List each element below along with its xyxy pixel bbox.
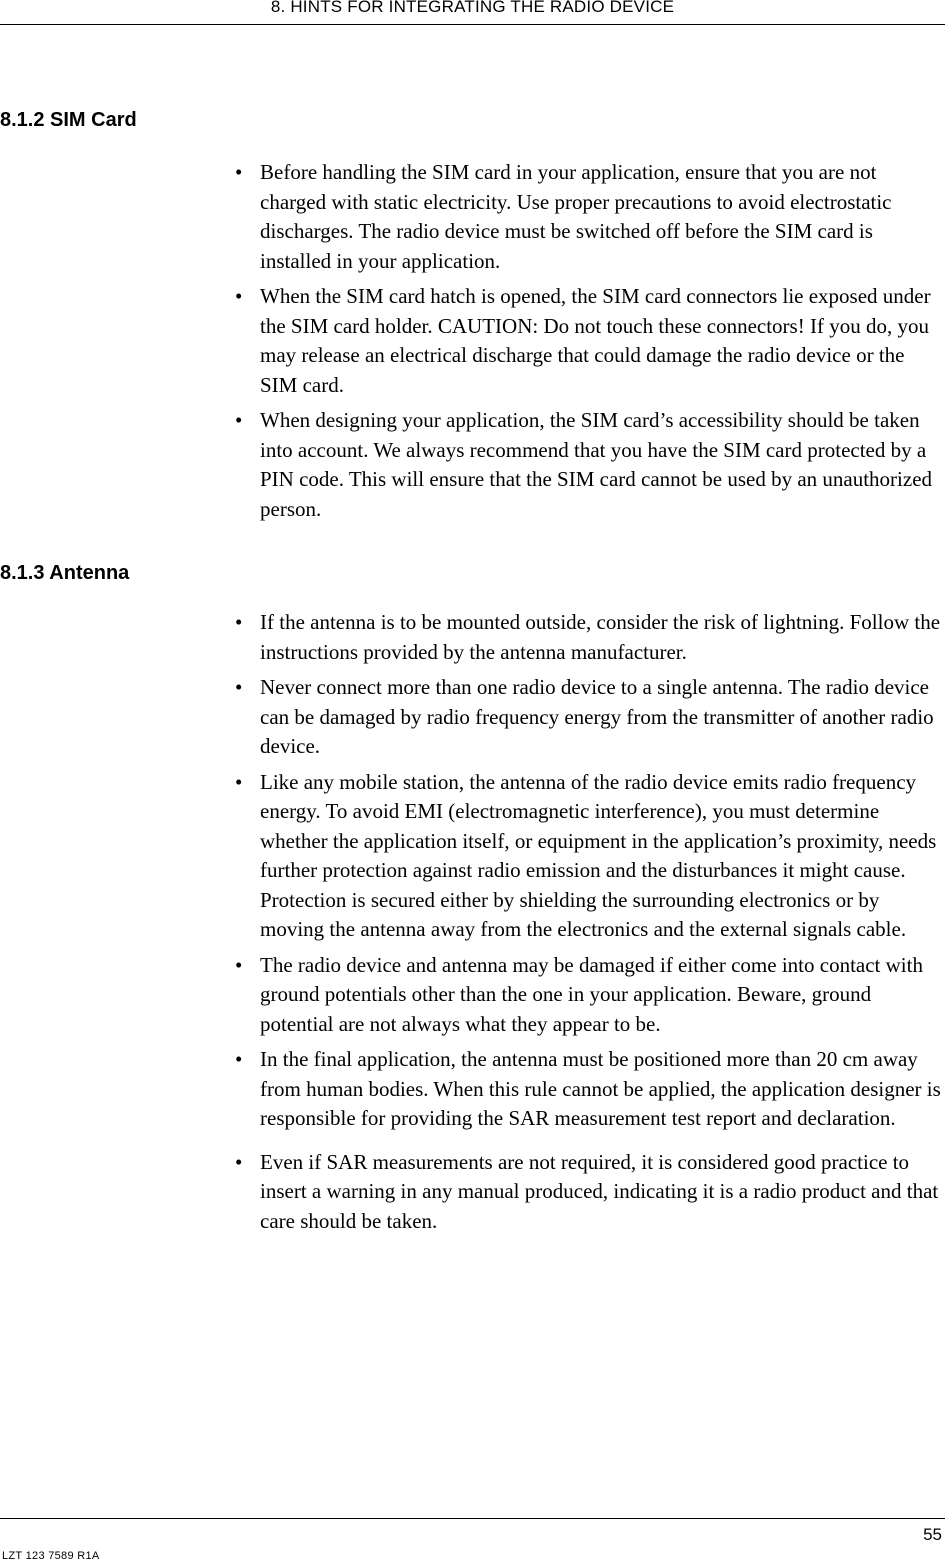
bullet-icon: •: [235, 1149, 243, 1174]
bullet-text: When the SIM card hatch is opened, the SIM card connectors lie exposed under the SIM card holder. CAUTION: Do not touch these connectors! If you do, you may release an electrical discharge that could damage the radio device or the SIM card.: [260, 284, 931, 397]
bullet-text: Like any mobile station, the antenna of the radio device emits radio frequency energy. To avoid EMI (electromagnetic interference), you must determine whether the application itself, or equipment in the application’s proximity, needs further protection against radio emission and the disturbances it might cause. Protection is secured either by shielding the surrounding electronics or by moving the antenna away from the electronics and the external signals cable.: [260, 769, 937, 941]
list-item: [230, 1148, 942, 1237]
bullet-icon: •: [235, 769, 243, 794]
bullet-icon: •: [235, 1047, 243, 1071]
list-item: [230, 951, 942, 1040]
page-number: 55: [923, 1525, 942, 1544]
section-heading-antenna: 8.1.3 Antenna: [0, 562, 130, 584]
bullet-text: When designing your application, the SIM card’s accessibility should be taken into account. We always recommend that you have the SIM card protected by a PIN code. This will ensure that the SIM card cannot be used by an unauthorized person.: [260, 408, 933, 521]
bullet-icon: •: [235, 284, 243, 308]
bullet-text: Never connect more than one radio device to a single antenna. The radio device can be damaged by radio frequency energy from the transmitter of another radio device.: [260, 675, 934, 758]
bullet-text: The radio device and antenna may be damaged if either come into contact with ground potentials other than the one in your application. Beware, ground potential are not always what they appear to be.: [260, 952, 923, 1036]
list-item: [230, 673, 942, 762]
list-item: [230, 1045, 942, 1134]
bullet-icon: •: [235, 952, 243, 977]
page-footer: [0, 1518, 945, 1564]
list-item: [230, 768, 942, 945]
antenna-bullet-list: [230, 608, 942, 1242]
bullet-text: In the final application, the antenna must be positioned more than 20 cm away from human bodies. When this rule cannot be applied, the application designer is responsible for providing the SAR measurement test report and declaration.: [260, 1047, 941, 1130]
bullet-text: Even if SAR measurements are not required, it is considered good practice to insert a warning in any manual produced, indicating it is a radio product and that care should be taken.: [260, 1149, 939, 1233]
bullet-icon: •: [235, 160, 243, 184]
running-header-title: 8. HINTS FOR INTEGRATING THE RADIO DEVICE: [270, 0, 675, 16]
bullet-icon: •: [235, 610, 243, 634]
list-item: [230, 406, 942, 524]
page-header: [0, 0, 945, 25]
bullet-text: Before handling the SIM card in your application, ensure that you are not charged with static electricity. Use proper precautions to avoid electrostatic discharges. The radio device must be switched off before the SIM card is installed in your application.: [260, 160, 892, 273]
bullet-icon: •: [235, 408, 243, 432]
document-id: LZT 123 7589 R1A: [2, 1550, 100, 1562]
section-heading-sim-card: 8.1.2 SIM Card: [0, 109, 137, 131]
bullet-icon: •: [235, 675, 243, 699]
list-item: [230, 158, 942, 276]
sim-card-bullet-list: [230, 158, 942, 530]
list-item: [230, 282, 942, 400]
bullet-text: If the antenna is to be mounted outside, consider the risk of lightning. Follow the instructions provided by the antenna manufacturer.: [260, 610, 941, 664]
list-item: [230, 608, 942, 667]
